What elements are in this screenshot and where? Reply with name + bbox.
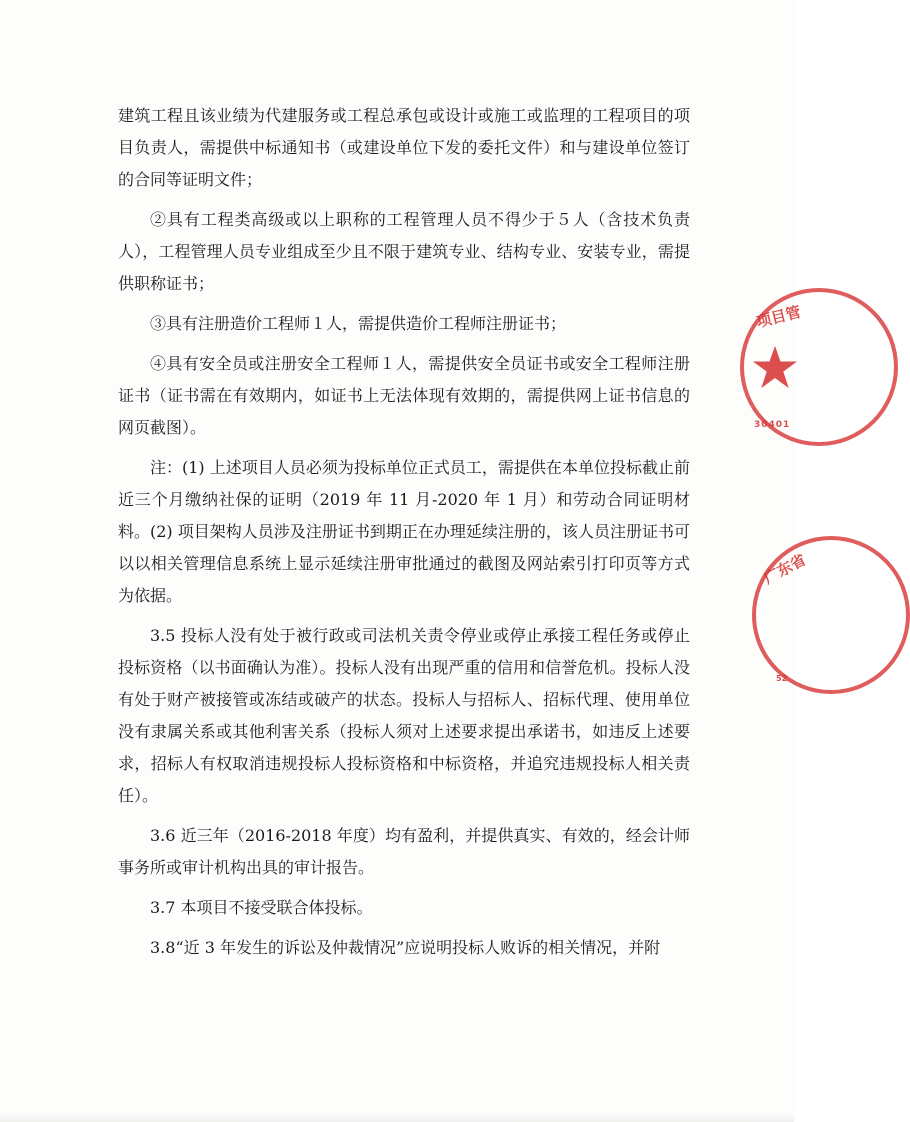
paragraph-requirement-2: ②具有工程类高级或以上职称的工程管理人员不得少于５人（含技术负责人），工程管理人员专业组成至少且不限于建筑专业、结构专业、安装专业，需提供职称证书；: [118, 210, 690, 293]
seal-bottom-code: 52: [776, 674, 788, 683]
scan-edge-shadow: [0, 1112, 794, 1122]
seal-top-arc-text: 项目管: [754, 302, 803, 332]
paragraph-continuation: 建筑工程且该业绩为代建服务或工程总承包或设计或施工或监理的工程项目的项目负责人，需提供中标通知书（或建设单位下发的委托文件）和与建设单位签订的合同等证明文件；: [118, 106, 690, 189]
red-seal-bottom: [752, 536, 910, 694]
star-icon: [752, 344, 798, 390]
red-seal-top: [740, 288, 898, 446]
seal-bottom-arc-text: 广东省: [760, 550, 809, 588]
paragraph-3-7: 3.7 本项目不接受联合体投标。: [150, 898, 373, 917]
seal-top-code: 30401: [754, 420, 791, 430]
paragraph-requirement-3: ③具有注册造价工程师１人，需提供造价工程师注册证书；: [150, 314, 567, 333]
paragraph-3-6: 3.6 近三年（2016-2018 年度）均有盈利，并提供真实、有效的，经会计师事务所或审计机构出具的审计报告。: [118, 826, 690, 877]
paragraph-3-5: 3.5 投标人没有处于被行政或司法机关责令停业或停止承接工程任务或停止投标资格（以书面确认为准）。投标人没有出现严重的信用和信誉危机。投标人没有处于财产被接管或冻结或破产的状态。投标人与招标人、招标代理、使用单位没有隶属关系或其他利害关系（投标人须对上述要求提出承诺书，如违反上述要求，招标人有权取消违规投标人投标资格和中标资格，并追究违规投标人相关责任）。: [118, 626, 690, 805]
paragraph-requirement-4: ④具有安全员或注册安全工程师１人，需提供安全员证书或安全工程师注册证书（证书需在有效期内，如证书上无法体现有效期的，需提供网上证书信息的网页截图）。: [118, 354, 690, 437]
paragraph-note: 注：(1) 上述项目人员必须为投标单位正式员工，需提供在本单位投标截止前近三个月缴纳社保的证明（2019 年 11 月-2020 年 1 月）和劳动合同证明材料。(2) 项目架构人员涉及注册证书到期正在办理延续注册的，该人员注册证书可以以相关管理信息系统上显示延续注册审批通过的截图及网站索引打印页等方式为依据。: [118, 458, 690, 605]
body-text: [118, 100, 690, 964]
paragraph-3-8: 3.8“近 3 年发生的诉讼及仲裁情况”应说明投标人败诉的相关情况，并附: [150, 938, 661, 957]
